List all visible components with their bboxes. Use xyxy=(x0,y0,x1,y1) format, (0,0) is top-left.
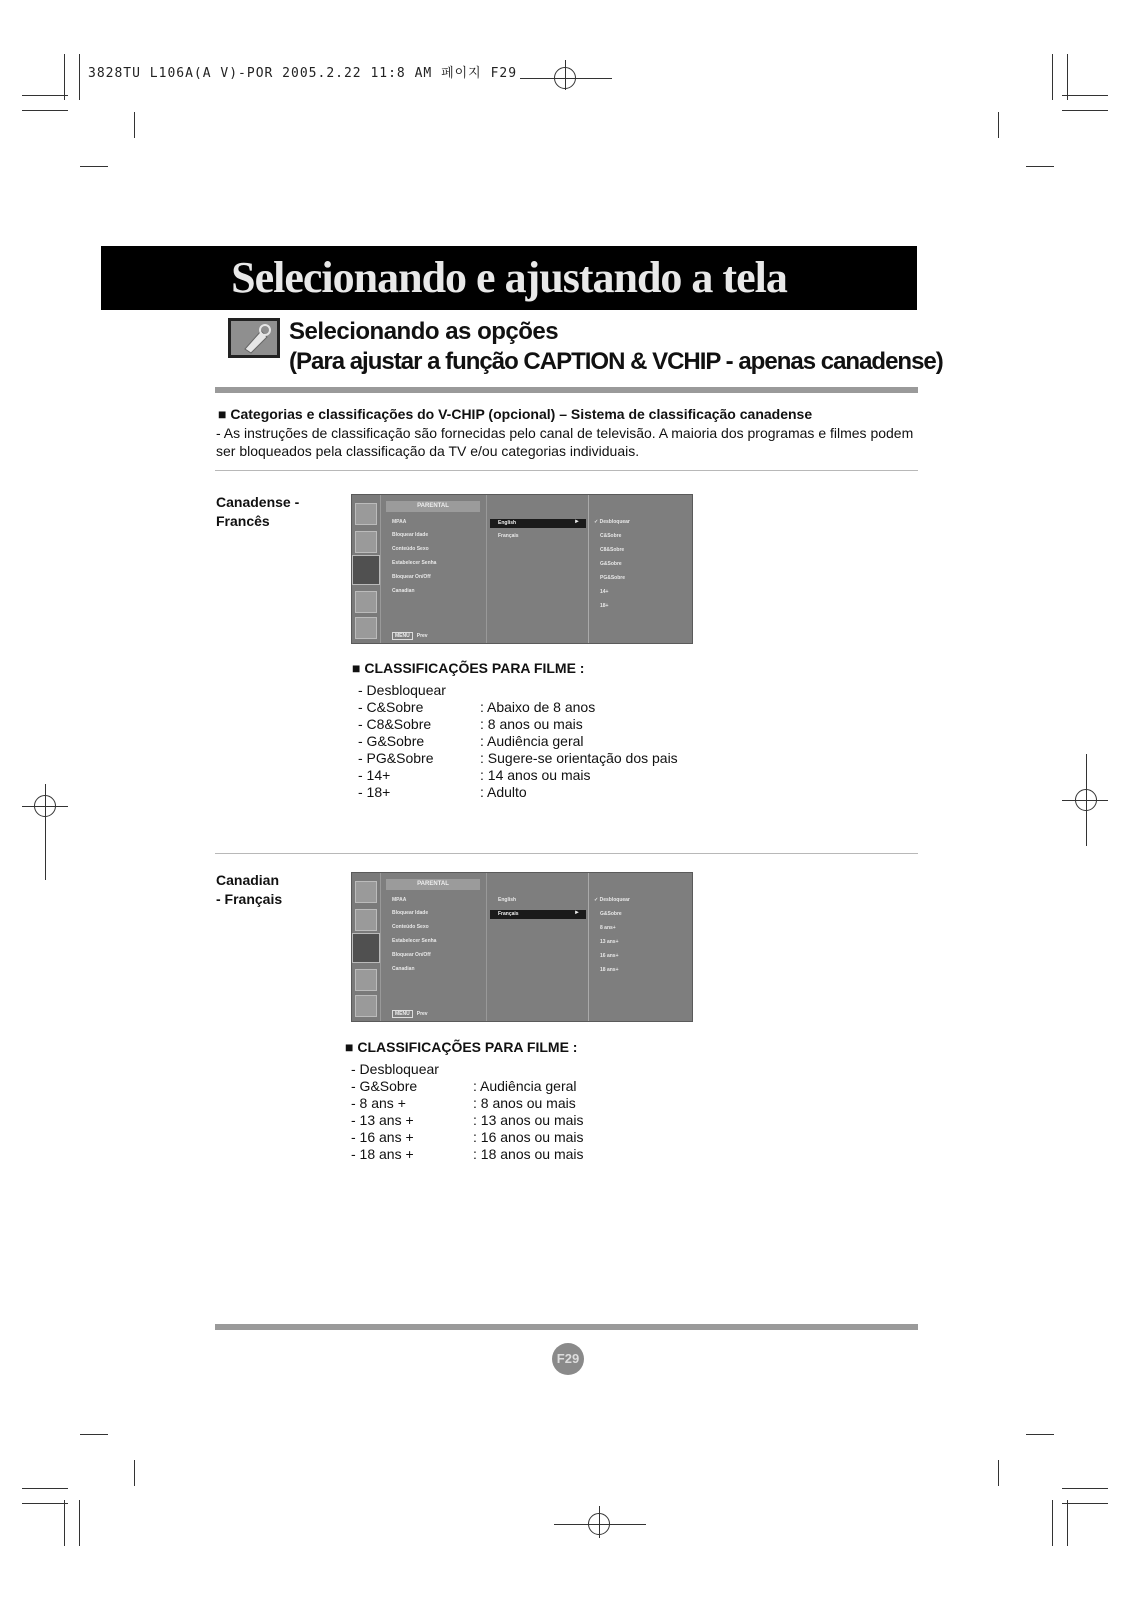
osd-rating-item: G&Sobre xyxy=(600,561,622,567)
print-header: 3828TU L106A(A V)-POR 2005.2.22 11:8 AM 페이지 F29 xyxy=(88,66,518,81)
osd-rating-item: ✓ Desbloquear xyxy=(594,897,630,903)
osd-menu-item: Bloquear On/Off xyxy=(392,952,431,958)
list-item: - G&Sobre : Audiência geral xyxy=(351,1078,577,1094)
osd-rating-item: PG&Sobre xyxy=(600,575,626,581)
osd-language-item: English xyxy=(498,897,517,903)
list-item: - Desbloquear xyxy=(358,682,446,698)
osd-icon-column xyxy=(352,873,381,1021)
osd-menu-prev: MENU Prev xyxy=(392,632,428,640)
classifications-title: ■ CLASSIFICAÇÕES PARA FILME : xyxy=(345,1039,578,1055)
list-item: - 13 ans + : 13 anos ou mais xyxy=(351,1112,584,1128)
picture-icon xyxy=(355,503,377,525)
osd-menu-item: Conteúdo Sexo xyxy=(392,924,429,930)
divider xyxy=(215,470,918,471)
osd-rating-item: 8 ans+ xyxy=(600,925,616,931)
osd-menu-item: Estabelecer Senha xyxy=(392,560,437,566)
osd-rating-item: 18 ans+ xyxy=(600,967,619,973)
osd-menu-item: Bloquear Idade xyxy=(392,910,429,916)
osd-screenshot-canadense xyxy=(351,494,693,644)
osd-menu-item: Bloquear On/Off xyxy=(392,574,431,580)
list-item: - 18+ : Adulto xyxy=(358,784,527,800)
osd-menu-title: PARENTAL xyxy=(386,501,480,512)
parental-icon xyxy=(352,933,380,963)
osd-menu-item: MPAA xyxy=(392,519,407,525)
section-title: Selecionando as opções xyxy=(289,318,559,345)
list-item: - 16 ans + : 16 anos ou mais xyxy=(351,1129,584,1145)
sound-icon xyxy=(355,531,377,553)
setup-icon xyxy=(355,969,377,991)
list-item: - PG&Sobre : Sugere-se orientação dos pais xyxy=(358,750,678,766)
classifications-list xyxy=(358,682,758,801)
osd-menu-prev: MENU Prev xyxy=(392,1010,428,1018)
osd-menu-column xyxy=(382,495,487,643)
osd-menu-item: Canadian xyxy=(392,966,415,972)
setup-icon xyxy=(355,591,377,613)
osd-language-selected: Français ► xyxy=(490,910,586,919)
osd-rating-item: ✓ Desbloquear xyxy=(594,519,630,525)
classifications-list xyxy=(351,1061,751,1163)
osd-menu-item: Canadian xyxy=(392,588,415,594)
page-number: F29 xyxy=(552,1343,584,1375)
osd-rating-item: 18+ xyxy=(600,603,609,609)
classifications-title: ■ CLASSIFICAÇÕES PARA FILME : xyxy=(352,660,585,676)
parental-lock-icon xyxy=(228,318,280,358)
osd-rating-item: C&Sobre xyxy=(600,533,622,539)
section-subtitle: (Para ajustar a função CAPTION & VCHIP - apenas canadense) xyxy=(289,348,943,375)
divider xyxy=(215,853,918,854)
osd-language-column xyxy=(488,495,589,643)
osd-icon-column xyxy=(352,495,381,643)
osd-language-selected: English ► xyxy=(490,519,586,528)
osd-menu-item: Bloquear Idade xyxy=(392,532,429,538)
list-item: - Desbloquear xyxy=(351,1061,439,1077)
footer-divider xyxy=(215,1324,918,1330)
osd-screenshot-canadian xyxy=(351,872,693,1022)
osd-rating-item: 13 ans+ xyxy=(600,939,619,945)
osd-menu-column xyxy=(382,873,487,1021)
pip-icon xyxy=(355,995,377,1017)
osd-ratings-column xyxy=(590,495,692,643)
pip-icon xyxy=(355,617,377,639)
osd-language-item: Français xyxy=(498,533,519,539)
list-item: - 8 ans + : 8 anos ou mais xyxy=(351,1095,576,1111)
block-label: Canadian - Français xyxy=(216,872,283,907)
osd-menu-title: PARENTAL xyxy=(386,879,480,890)
intro-heading: ■ Categorias e classificações do V-CHIP (opcional) – Sistema de classificação canadense xyxy=(218,406,813,422)
osd-rating-item: C8&Sobre xyxy=(600,547,625,553)
page-banner-title: Selecionando e ajustando a tela xyxy=(101,246,917,310)
osd-menu-item: MPAA xyxy=(392,897,407,903)
osd-menu-item: Conteúdo Sexo xyxy=(392,546,429,552)
osd-ratings-column xyxy=(590,873,692,1021)
sound-icon xyxy=(355,909,377,931)
parental-icon xyxy=(352,555,380,585)
osd-menu-item: Estabelecer Senha xyxy=(392,938,437,944)
osd-rating-item: 14+ xyxy=(600,589,609,595)
list-item: - C8&Sobre : 8 anos ou mais xyxy=(358,716,583,732)
list-item: - 18 ans + : 18 anos ou mais xyxy=(351,1146,584,1162)
block-label: Canadense - Francês xyxy=(216,494,300,529)
intro-text: - As instruções de classificação são fornecidas pelo canal de televisão. A maioria dos programas e filmes podem ser bloqueados pela classificação da TV e/ou categorias individuais. xyxy=(216,425,914,459)
picture-icon xyxy=(355,881,377,903)
osd-rating-item: 16 ans+ xyxy=(600,953,619,959)
osd-language-column xyxy=(488,873,589,1021)
osd-rating-item: G&Sobre xyxy=(600,911,622,917)
list-item: - 14+ : 14 anos ou mais xyxy=(358,767,591,783)
section-divider xyxy=(215,387,918,393)
list-item: - G&Sobre : Audiência geral xyxy=(358,733,584,749)
list-item: - C&Sobre : Abaixo de 8 anos xyxy=(358,699,596,715)
